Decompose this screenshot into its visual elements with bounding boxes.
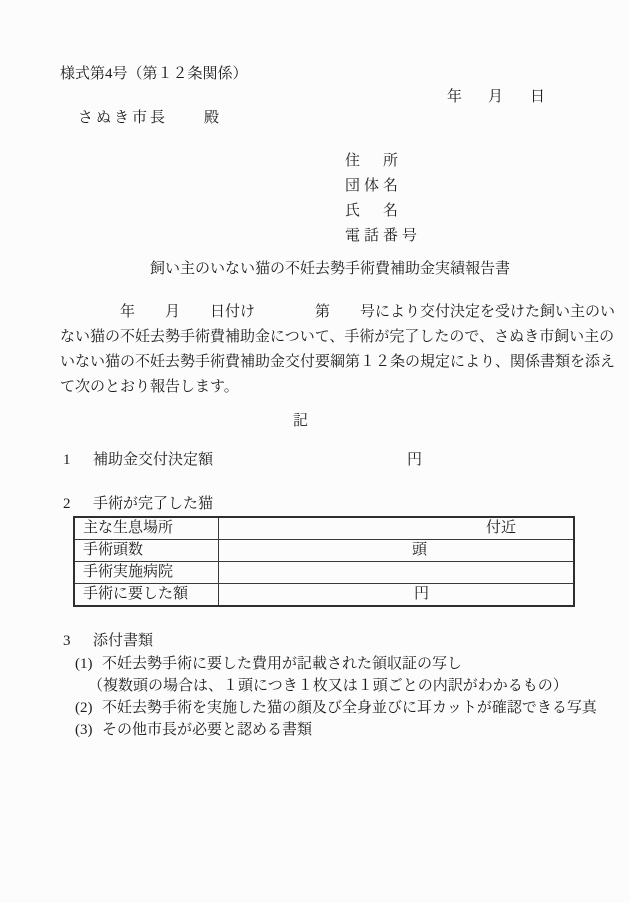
table-row — [74, 584, 574, 607]
attachment-3-number: (3) — [75, 722, 93, 738]
body-line: て次のとおり報告します。 — [60, 379, 239, 395]
attachment-1-text: 不妊去勢手術に要した費用が記載された領収証の写し — [102, 656, 463, 672]
item-3-number: 3 — [63, 633, 71, 649]
row-cost-label: 手術に要した額 — [74, 584, 219, 607]
row-cost-value-cell — [219, 584, 575, 607]
record-marker: 記 — [293, 413, 309, 429]
month-label: 月 — [488, 89, 504, 105]
row-habitat-label: 主な生息場所 — [74, 517, 219, 540]
attachment-2-number: (2) — [75, 700, 93, 716]
body-line: 年 月 日付け 第 号により交付決定を受けた飼い主のい — [60, 304, 616, 320]
row-hospital-value-cell — [219, 562, 575, 584]
headcount-unit: 頭 — [412, 542, 428, 558]
cost-unit: 円 — [414, 586, 430, 602]
form-number: 様式第4号（第１２条関係） — [60, 66, 248, 82]
row-headcount-label: 手術頭数 — [74, 540, 219, 562]
attachment-1-note: （複数頭の場合は、１頭につき１枚又は１頭ごとの内訳がわかるもの） — [88, 678, 568, 694]
year-label: 年 — [447, 89, 463, 105]
applicant-field-name: 氏 名 — [345, 203, 403, 219]
applicant-field-org-name: 団体名 — [345, 178, 403, 194]
day-label: 日 — [530, 89, 546, 105]
item-3-label: 添付書類 — [93, 633, 154, 649]
table-row — [74, 517, 574, 540]
addressee: さぬき市長 殿 — [78, 110, 223, 126]
attachment-3-text: その他市長が必要と認める書類 — [102, 722, 313, 738]
body-line: ない猫の不妊去勢手術費補助金について、手術が完了したので、さぬき市飼い主の — [60, 329, 615, 345]
item-1-amount-unit: 円 — [407, 452, 423, 468]
table-row — [74, 562, 574, 584]
row-habitat-value-cell — [219, 517, 575, 540]
attachment-1-number: (1) — [75, 656, 93, 672]
applicant-field-phone: 電話番号 — [345, 228, 422, 244]
item-2-label: 手術が完了した猫 — [93, 496, 214, 512]
body-line: いない猫の不妊去勢手術費補助金交付要綱第１２条の規定により、関係書類を添え — [60, 354, 616, 370]
item-2-number: 2 — [63, 496, 71, 512]
report-title: 飼い主のいない猫の不妊去勢手術費補助金実績報告書 — [149, 261, 510, 277]
table-row — [74, 540, 574, 562]
attachment-2-text: 不妊去勢手術を実施した猫の顔及び全身並びに耳カットが確認できる写真 — [102, 700, 597, 716]
item-1-label: 補助金交付決定額 — [93, 452, 214, 468]
habitat-suffix: 付近 — [486, 520, 517, 536]
applicant-field-address: 住 所 — [345, 153, 403, 169]
row-headcount-value-cell — [219, 540, 575, 562]
item-1-number: 1 — [63, 452, 71, 468]
row-hospital-label: 手術実施病院 — [74, 562, 219, 584]
cats-table — [73, 516, 575, 607]
